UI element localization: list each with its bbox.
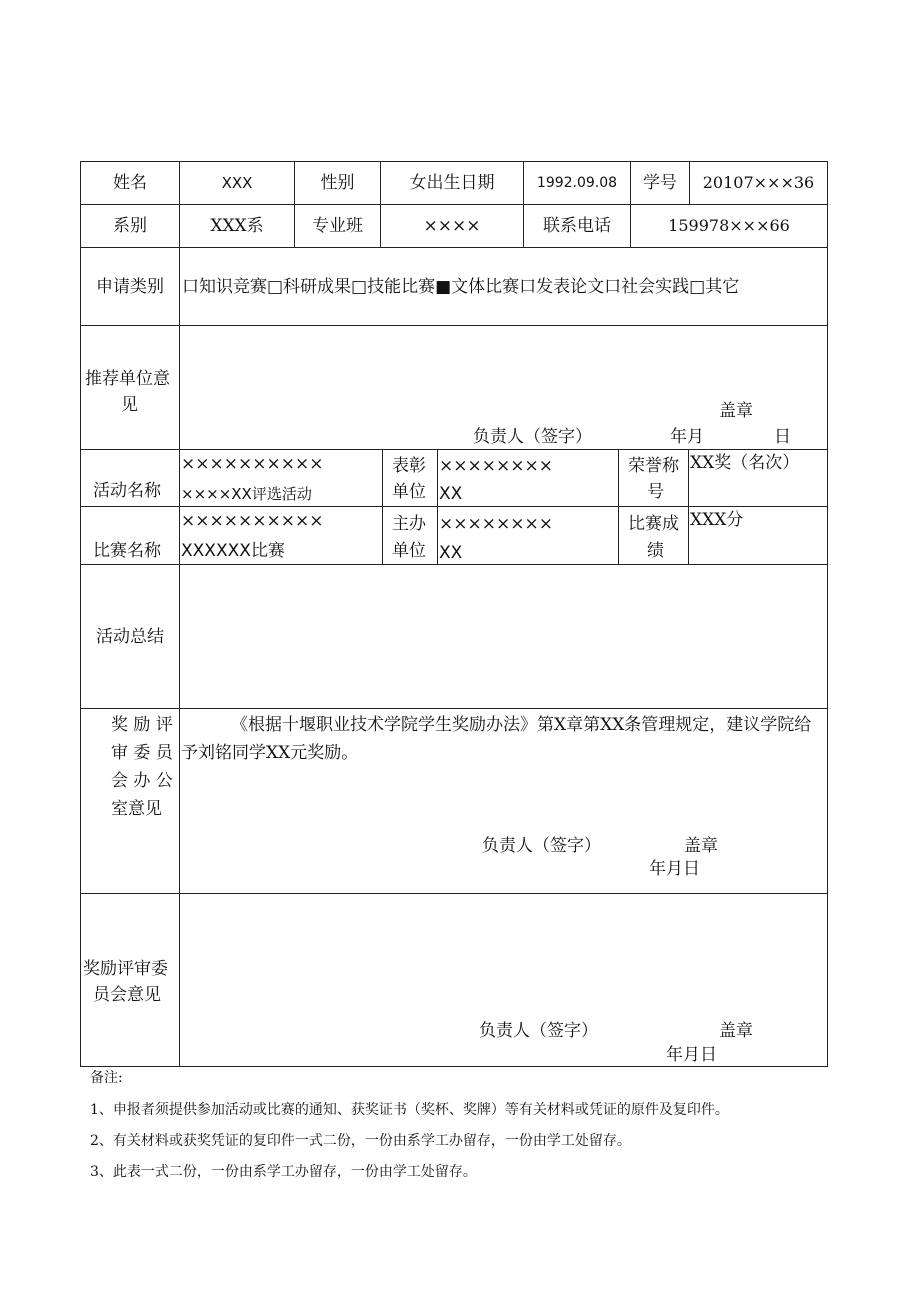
summary-content-cell [179, 564, 828, 709]
award-application-form [80, 161, 828, 1067]
gender-label: 性别 [294, 161, 381, 205]
commend-unit-line1: ×××××××× [439, 456, 553, 476]
phone-value: 159978×××66 [630, 204, 828, 248]
notes-title: 备注: [90, 1070, 123, 1086]
dept-label: 系别 [80, 204, 180, 248]
host-unit-line2: XX [439, 543, 463, 563]
class-value: ×××× [380, 204, 524, 248]
committee-opinion-cell [179, 893, 828, 1067]
competition-name-line1: ×××××××××× [181, 511, 324, 531]
activity-name-line1: ×××××××××× [181, 454, 324, 474]
commend-unit-label-2: 单位 [392, 482, 426, 502]
committee-date: 年月日 [666, 1045, 717, 1065]
committee-signer: 负责人（签字） [479, 1021, 598, 1041]
name-label: 姓名 [80, 161, 180, 205]
notes-line-3: 3、此表一式二份，一份由系学工办留存，一份由学工处留存。 [90, 1164, 477, 1180]
host-unit-label-1: 主办 [392, 514, 426, 534]
recommend-label-cell [80, 325, 180, 450]
dept-value: XXX系 [179, 204, 295, 248]
competition-name-cell [179, 506, 383, 565]
recommend-date-d: 日 [774, 427, 791, 447]
student-id-value: 20107×××36 [689, 161, 828, 205]
commend-unit-line2: XX [439, 484, 463, 504]
category-label: 申请类别 [80, 247, 180, 326]
host-unit-label-2: 单位 [392, 541, 426, 561]
office-label-1: 奖 励 评 [111, 715, 173, 735]
office-date: 年月日 [649, 859, 700, 879]
score-value-cell [688, 506, 828, 565]
office-label-2: 审 委 员 [111, 743, 173, 763]
host-unit-line1: ×××××××× [439, 514, 553, 534]
honor-label-2: 号 [647, 482, 664, 502]
office-signer: 负责人（签字） [482, 836, 601, 856]
competition-label-cell [80, 506, 180, 565]
office-label-cell [80, 708, 180, 894]
score-label-2: 绩 [647, 541, 664, 561]
office-label-4: 室意见 [111, 799, 162, 819]
recommend-date-ym: 年月 [670, 427, 704, 447]
commend-unit-label-cell [382, 449, 438, 507]
name-value: XXX [179, 161, 295, 205]
honor-value-cell [688, 449, 828, 507]
honor-label-1: 荣誉称 [628, 456, 679, 476]
recommend-signer: 负责人（签字） [473, 427, 592, 447]
office-label-3: 会 办 公 [111, 771, 173, 791]
activity-name-cell [179, 449, 383, 507]
category-options-cell [179, 247, 828, 326]
score-label-cell [618, 506, 689, 565]
category-options: 口知识竞赛□科研成果□技能比赛■文体比赛口发表论文口社会实践□其它 [182, 277, 740, 297]
activity-label: 活动名称 [93, 481, 161, 501]
commend-unit-label-1: 表彰 [392, 456, 426, 476]
activity-name-line2: ××××XX评选活动 [181, 485, 312, 503]
gender-birth-cell: 女出生日期 [380, 161, 524, 205]
recommend-opinion-cell [179, 325, 828, 450]
committee-label-2: 员会意见 [93, 985, 161, 1005]
host-unit-label-cell [382, 506, 438, 565]
recommend-seal: 盖章 [719, 401, 753, 421]
committee-seal: 盖章 [719, 1021, 753, 1041]
birth-date-value: 1992.09.08 [523, 161, 631, 205]
commend-unit-cell [437, 449, 619, 507]
office-seal: 盖章 [684, 836, 718, 856]
notes-line-1: 1、申报者须提供参加活动或比赛的通知、获奖证书（奖杯、奖牌）等有关材料或凭证的原件及复印件。 [90, 1102, 729, 1118]
activity-label-cell [80, 449, 180, 507]
honor-value: XX奖（名次） [690, 453, 800, 473]
honor-label-cell [618, 449, 689, 507]
recommend-label-line1: 推荐单位意 [85, 369, 170, 389]
office-opinion-text: 《根据十堰职业技术学院学生奖励办法》第X章第XX条管理规定，建议学院给予刘铭同学XX元奖励。 [181, 715, 812, 763]
summary-label: 活动总结 [80, 564, 180, 709]
class-label: 专业班 [294, 204, 381, 248]
score-value: XXX分 [690, 510, 744, 530]
recommend-label-line2: 见 [121, 395, 138, 415]
office-opinion-cell [179, 708, 828, 894]
notes-line-2: 2、有关材料或获奖凭证的复印件一式二份，一份由系学工办留存，一份由学工处留存。 [90, 1133, 631, 1149]
committee-label-1: 奖励评审委 [83, 959, 168, 979]
competition-name-line2: XXXXXX比赛 [181, 541, 285, 561]
score-label-1: 比赛成 [628, 514, 679, 534]
competition-label: 比赛名称 [93, 541, 161, 561]
phone-label: 联系电话 [523, 204, 631, 248]
committee-label-cell [80, 893, 180, 1067]
student-id-label: 学号 [630, 161, 690, 205]
host-unit-cell [437, 506, 619, 565]
